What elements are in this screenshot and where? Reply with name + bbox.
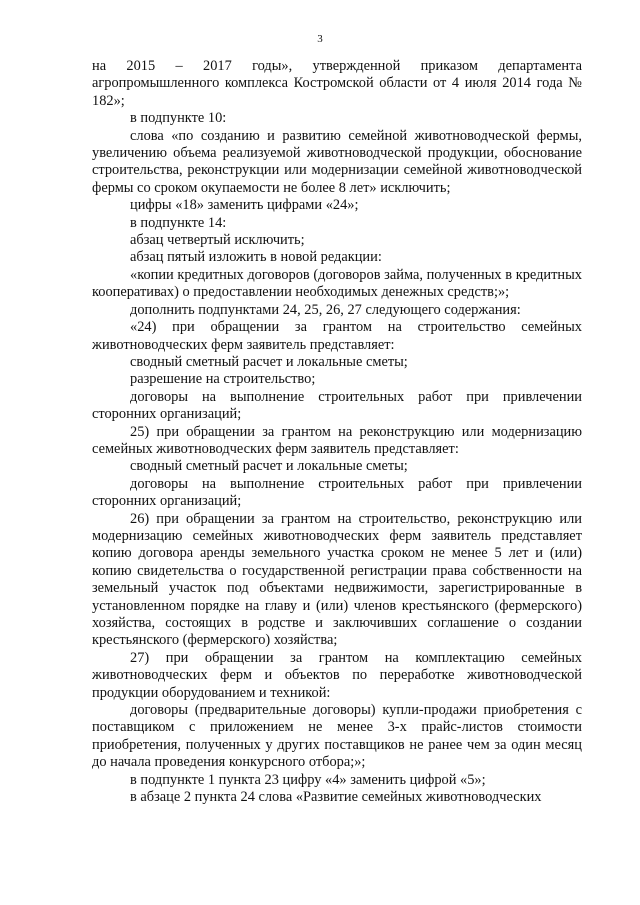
paragraph: договоры на выполнение строительных работ при привлечении сторонних организаций; [92,475,582,510]
paragraph: «24) при обращении за грантом на строительство семейных животноводческих ферм заявитель представляет: [92,319,582,353]
paragraph: сводный сметный расчет и локальные сметы; [130,458,408,475]
paragraph: 25) при обращении за грантом на реконструкцию или модернизацию семейных животноводческих ферм заявитель представляет: [92,423,582,457]
paragraph: 27) при обращении за грантом на комплектацию семейных животноводческих ферм и объектов по переработке животноводческой продукции оборудованием и техникой: [92,649,582,701]
paragraph: договоры (предварительные договоры) купли-продажи приобретения с поставщиком с приложением не менее 3-х прайс-листов стоимости приобретения, полученных у других поставщиков не ранее чем за один месяц до начала проведения конкурсного отбора;»; [92,702,582,771]
paragraph: в подпункте 10: [130,110,227,127]
paragraph: в подпункте 1 пункта 23 цифру «4» заменить цифрой «5»; [130,771,486,788]
paragraph: цифры «18» заменить цифрами «24»; [130,197,359,214]
page-number: 3 [317,33,323,45]
paragraph: абзац пятый изложить в новой редакции: [130,249,382,266]
paragraph: «копии кредитных договоров (договоров займа, полученных в кредитных кооперативах) о предоставлении необходимых денежных средств;»; [92,266,582,301]
paragraph: в абзаце 2 пункта 24 слова «Развитие семейных животноводческих [130,789,542,806]
document-body [92,58,582,806]
paragraph: в подпункте 14: [130,214,227,231]
paragraph: слова «по созданию и развитию семейной животноводческой фермы, увеличению объема реализуемой животноводческой продукции, обоснование строительства, реконструкции или модернизации семейной животноводческой фермы со сроком окупаемости не более 8 лет» исключить; [92,127,582,196]
paragraph: договоры на выполнение строительных работ при привлечении сторонних организаций; [92,388,582,423]
paragraph: абзац четвертый исключить; [130,232,305,249]
paragraph: дополнить подпунктами 24, 25, 26, 27 следующего содержания: [130,301,521,318]
paragraph: на 2015 – 2017 годы», утвержденной приказом департамента агропромышленного комплекса Костромской области от 4 июля 2014 года № 182»; [92,58,582,109]
paragraph: сводный сметный расчет и локальные сметы; [130,353,408,370]
paragraph: 26) при обращении за грантом на строительство, реконструкцию или модернизацию семейных животноводческих ферм заявитель представляет копию договора аренды земельного участка сроком не менее 5 лет и (или) копию свидетельства о государственной регистрации права собственности на земельный участок под объектами недвижимости, зарегистрированные в установленном порядке на главу и (или) членов крестьянского (фермерского) хозяйства, состоящих в родстве и заключивших соглашение о создании крестьянского (фермерского) хозяйства; [92,510,582,649]
paragraph: разрешение на строительство; [130,371,316,388]
